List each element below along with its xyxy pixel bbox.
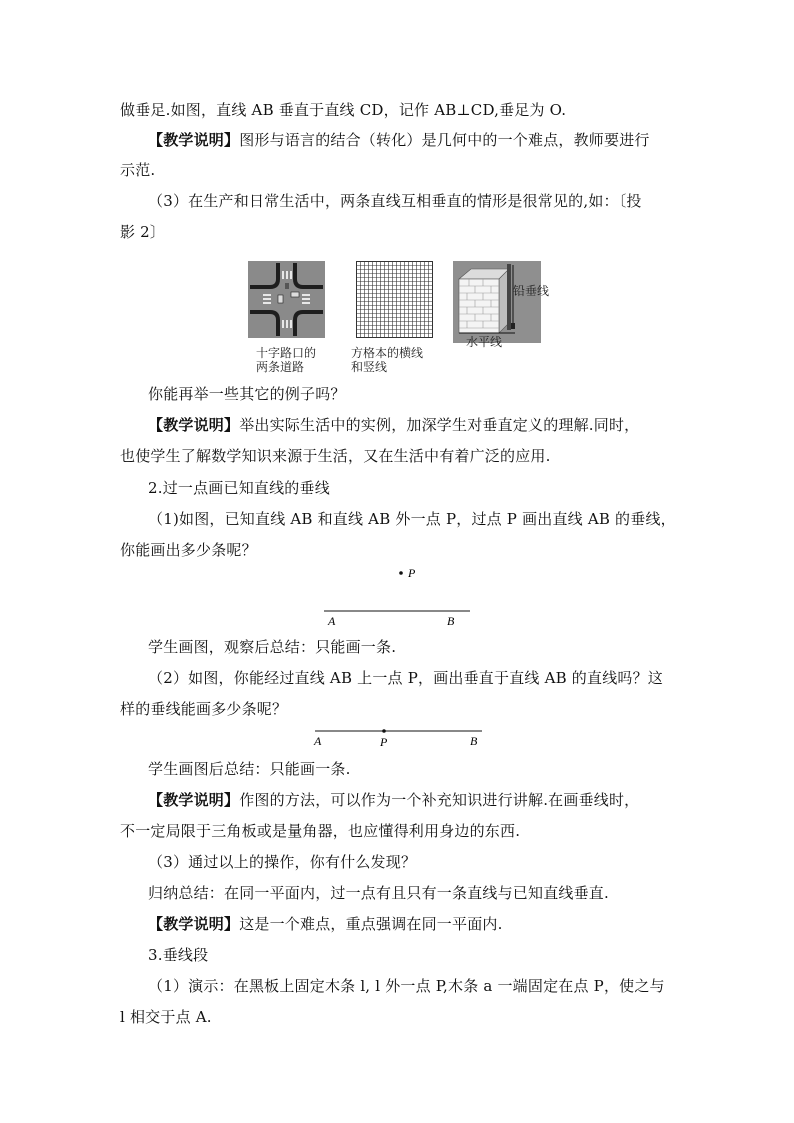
text-line: 做垂足.如图，直线 AB 垂直于直线 CD，记作 AB⊥CD,垂足为 O. xyxy=(120,101,567,119)
label-a: A xyxy=(314,734,322,748)
caption-grid-2: 和竖线 xyxy=(351,360,388,374)
text-line xyxy=(148,414,639,435)
point-p-dot xyxy=(382,729,386,733)
teaching-note-label: 【教学说明】 xyxy=(148,416,240,434)
grid-notebook-image xyxy=(356,261,433,338)
text-line: 也使学生了解数学知识来源于生活，又在生活中有着广泛的应用. xyxy=(120,447,551,465)
text-span: 图形与语言的结合（转化）是几何中的一个难点，教师要进行 xyxy=(239,131,650,149)
text-line: （2）如图，你能经过直线 AB 上一点 P，画出垂直于直线 AB 的直线吗？这 xyxy=(148,669,663,687)
point-outside-line-figure xyxy=(300,560,500,632)
text-span: 这是一个难点，重点强调在同一平面内. xyxy=(239,915,503,933)
caption-grid-1: 方格本的横线 xyxy=(351,346,424,360)
text-line: l 相交于点 A. xyxy=(120,1008,212,1026)
text-line xyxy=(148,789,639,810)
teaching-note-label: 【教学说明】 xyxy=(148,791,240,809)
text-span: 举出实际生活中的实例，加深学生对垂直定义的理解.同时， xyxy=(239,416,640,434)
caption-horizontal-line: 水平线 xyxy=(466,335,503,349)
text-line: 归纳总结：在同一平面内，过一点有且只有一条直线与已知直线垂直. xyxy=(148,884,609,902)
point-p-dot xyxy=(399,571,403,575)
text-line: （3）通过以上的操作，你有什么发现？ xyxy=(148,853,417,871)
caption-plumb-line: 铅垂线 xyxy=(513,284,550,298)
text-line: （3）在生产和日常生活中，两条直线互相垂直的情形是很常见的,如：〔投 xyxy=(148,192,642,210)
text-line: 学生画图后总结：只能画一条. xyxy=(148,760,351,778)
text-line: 样的垂线能画多少条呢？ xyxy=(120,700,288,718)
label-a: A xyxy=(328,614,336,628)
text-line: 学生画图，观察后总结：只能画一条. xyxy=(148,638,397,656)
text-line: 不一定局限于三角板或是量角器，也应懂得利用身边的东西. xyxy=(120,822,521,840)
section-heading: 2.过一点画已知直线的垂线 xyxy=(148,479,330,497)
caption-crossroad-2: 两条道路 xyxy=(256,360,305,374)
label-b: B xyxy=(447,614,455,628)
point-on-line-figure xyxy=(305,722,495,752)
teaching-note-label: 【教学说明】 xyxy=(148,915,240,933)
text-line: （1)如图，已知直线 AB 和直线 AB 外一点 P，过点 P 画出直线 AB 的垂线， xyxy=(148,510,676,528)
text-line: 影 2〕 xyxy=(120,223,166,241)
caption-crossroad-1: 十字路口的 xyxy=(256,346,317,360)
section-heading: 3.垂线段 xyxy=(148,946,209,964)
text-line: 你能画出多少条呢？ xyxy=(120,541,257,559)
label-b: B xyxy=(470,734,478,748)
text-line: 你能再举一些其它的例子吗？ xyxy=(148,385,346,403)
text-line xyxy=(148,129,650,150)
text-line: 示范. xyxy=(120,161,156,179)
crossroad-image xyxy=(248,261,325,338)
label-p: P xyxy=(380,735,388,749)
teaching-note-label: 【教学说明】 xyxy=(148,131,240,149)
text-span: 作图的方法，可以作为一个补充知识进行讲解.在画垂线时， xyxy=(239,791,640,809)
wall-plumb-image xyxy=(453,261,541,343)
text-line: （1）演示：在黑板上固定木条 l, l 外一点 P,木条 a 一端固定在点 P，使之与 xyxy=(148,977,665,995)
text-line xyxy=(148,913,503,934)
label-p: P xyxy=(408,566,416,580)
